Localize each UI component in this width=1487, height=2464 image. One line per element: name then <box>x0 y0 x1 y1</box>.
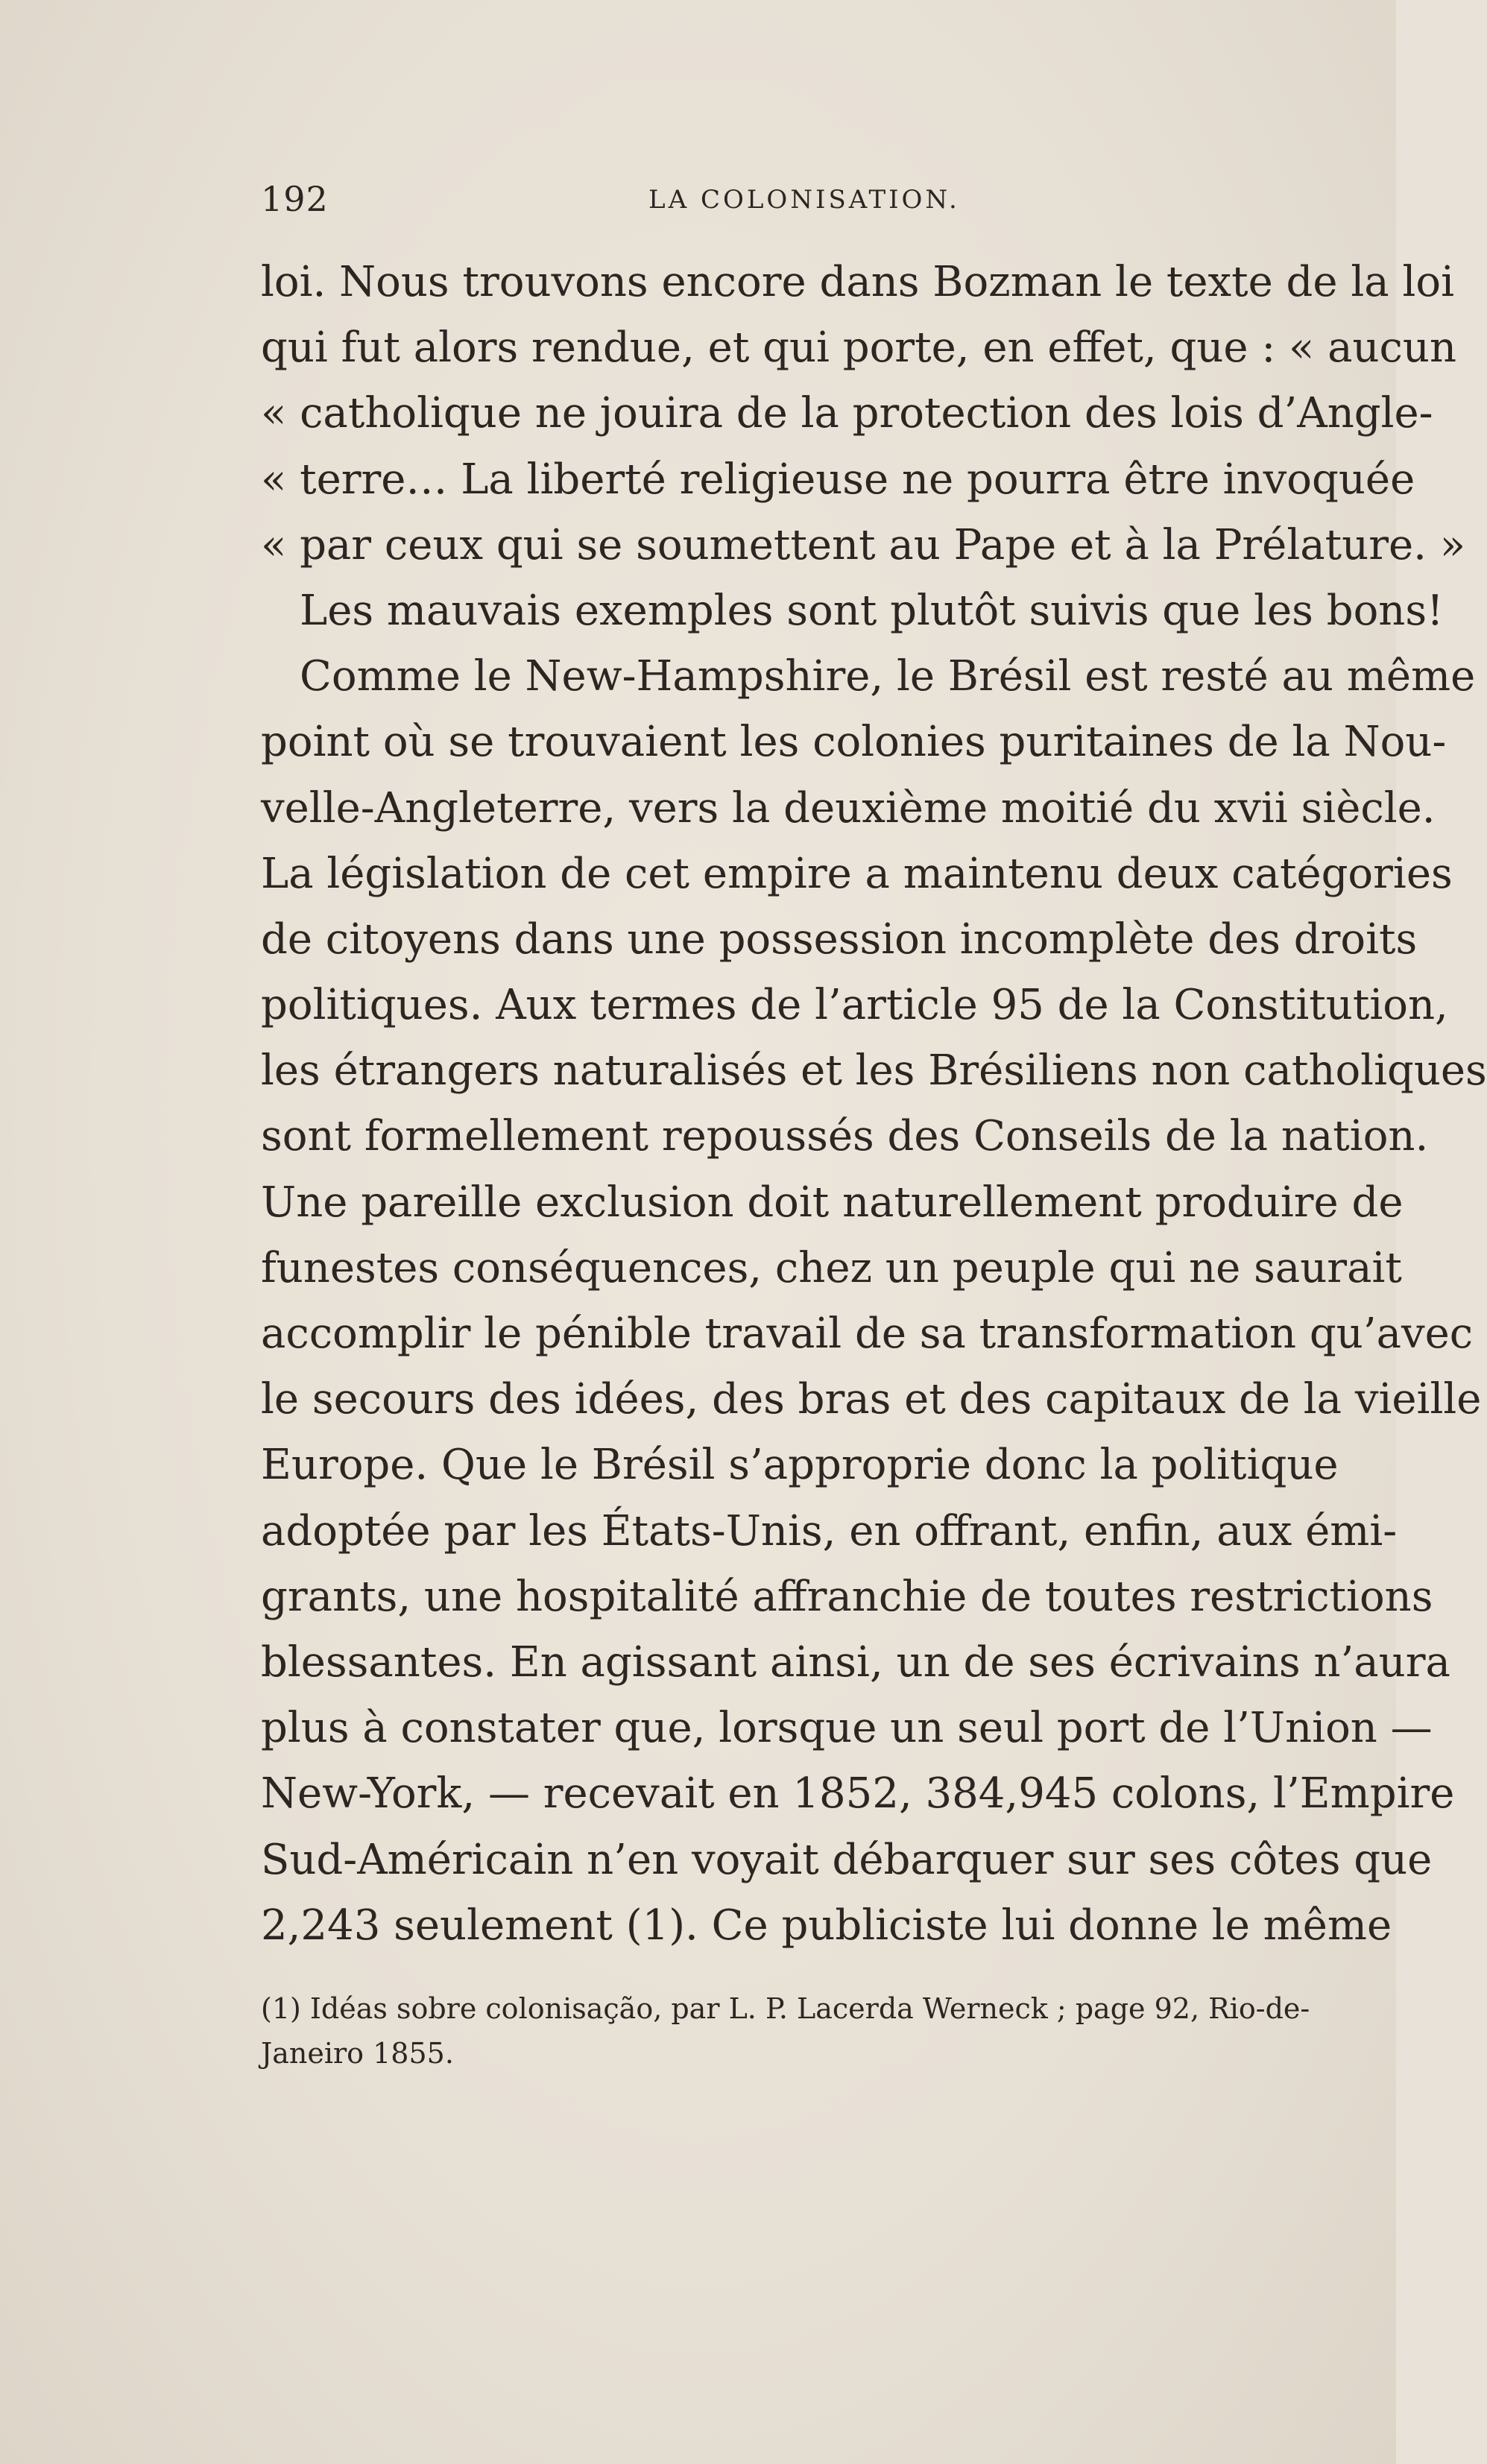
text-line: velle-Angleterre, vers la deuxième moitié du xvii siècle. <box>261 783 1436 833</box>
text-line: sont formellement repoussés des Conseils de la nation. <box>261 1112 1429 1161</box>
text-line: accomplir le pénible travail de sa transformation qu’avec <box>261 1310 1474 1358</box>
body-text <box>261 250 1487 1959</box>
text-line: Comme le New-Hampshire, le Brésil est resté au même <box>300 652 1476 701</box>
text-line: « par ceux qui se soumettent au Pape et à la Prélature. » <box>261 520 1465 569</box>
text-line: 2,243 seulement (1). Ce publiciste lui donne le même <box>261 1901 1392 1950</box>
page-number: 192 <box>261 179 329 219</box>
text-line: plus à constater que, lorsque un seul port de l’Union — <box>261 1704 1433 1753</box>
text-line: Europe. Que le Brésil s’approprie donc la politique <box>261 1441 1339 1490</box>
text-line: politiques. Aux termes de l’article 95 de la Constitution, <box>261 981 1448 1030</box>
text-line: « terre… La liberté religieuse ne pourra être invoquée <box>261 455 1415 504</box>
text-line: loi. Nous trouvons encore dans Bozman le texte de la loi <box>261 258 1454 306</box>
text-line: grants, une hospitalité affranchie de toutes restrictions <box>261 1572 1433 1621</box>
footnote-line: Janeiro 1855. <box>261 2037 454 2070</box>
text-line: Sud-Américain n’en voyait débarquer sur ses côtes que <box>261 1835 1433 1884</box>
text-line: les étrangers naturalisés et les Brésiliens non catholiques <box>261 1046 1487 1096</box>
text-line: le secours des idées, des bras et des capitaux de la vieille <box>261 1375 1482 1424</box>
footnote <box>261 1986 1319 2076</box>
text-line: blessantes. En agissant ainsi, un de ses écrivains n’aura <box>261 1637 1450 1687</box>
text-line: qui fut alors rendue, et qui porte, en effet, que : « aucun <box>261 323 1457 373</box>
text-line: Les mauvais exemples sont plutôt suivis que les bons! <box>300 586 1444 635</box>
text-line: de citoyens dans une possession incomplète des droits <box>261 914 1418 964</box>
text-line: « catholique ne jouira de la protection des lois d’Angle- <box>261 389 1433 438</box>
text-line: adoptée par les États-Unis, en offrant, enfin, aux émi- <box>261 1506 1398 1555</box>
text-line: point où se trouvaient les colonies puritaines de la Nou- <box>261 718 1447 767</box>
running-title: LA COLONISATION. <box>648 185 960 215</box>
text-line: Une pareille exclusion doit naturellement produire de <box>261 1178 1404 1227</box>
footnote-line: (1) Idéas sobre colonisação, par L. P. Lacerda Werneck ; page 92, Rio-de- <box>261 1992 1310 2025</box>
text-line: funestes conséquences, chez un peuple qui ne saurait <box>261 1243 1402 1292</box>
text-line: La législation de cet empire a maintenu deux catégories <box>261 849 1453 898</box>
page-header <box>261 179 1304 224</box>
text-line: New-York, — recevait en 1852, 384,945 colons, l’Empire <box>261 1769 1455 1819</box>
